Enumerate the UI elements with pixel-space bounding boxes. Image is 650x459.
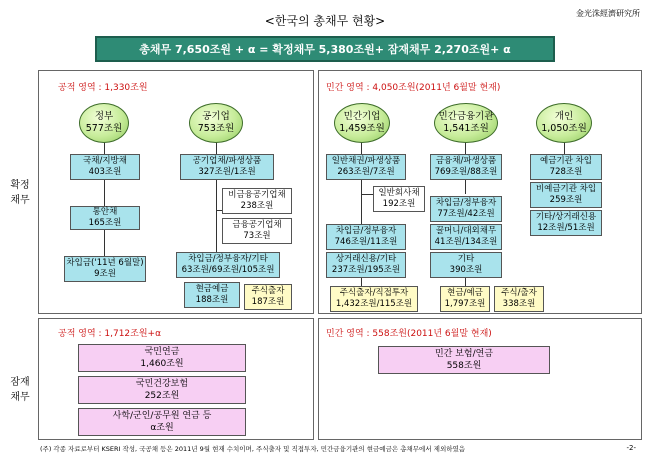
soe-box-nonfin-bonds: 비금융공기업채 238조원	[222, 188, 292, 214]
summary-banner: 총채무 7,650조원 + α = 확정채무 5,380조원+ 잠재채무 2,270조원+ α	[95, 36, 555, 62]
indiv-box-nondepository: 비예금기관 차입 259조원	[530, 182, 602, 208]
private-confirmed-label: 민간 영역 : 4,050조원(2011년 6월말 현재)	[326, 83, 501, 93]
connector	[465, 180, 466, 194]
fin-box-call-money: 꿀머니/대외채무 41조원/134조원	[430, 224, 502, 250]
gov-box-borrowing: 차입금('11년 6월말) 9조원	[64, 256, 146, 282]
private-indiv-oval: 개인 1,050조원	[536, 103, 592, 143]
fin-box-borrowing: 차입금/정부융자 77조원/42조원	[430, 196, 502, 222]
page-number: -2-	[626, 444, 636, 452]
private-corp-oval: 민간기업 1,459조원	[334, 103, 390, 143]
soe-box-equity: 주식출자 187조원	[244, 284, 292, 310]
pension-box: 국민연금 1,460조원	[78, 344, 246, 372]
row-label-confirmed: 확정 채무	[10, 180, 30, 206]
connector	[216, 180, 217, 252]
fin-box-equity: 주식/출자 338조원	[494, 286, 544, 312]
row-label-potential: 잠재 채무	[10, 377, 30, 403]
soe-box-bonds: 공기업채/파생상품 327조원/1조원	[180, 154, 274, 180]
brand-label: 金光洙經濟研究所	[576, 9, 640, 18]
soe-box-borrowing: 차입금/정부융자/기타 63조원/69조원/105조원	[176, 252, 280, 278]
connector	[104, 230, 105, 256]
indiv-box-depository: 예금기관 차입 728조원	[530, 154, 602, 180]
public-confirmed-label: 공적 영역 : 1,330조원	[58, 83, 148, 93]
fin-box-bonds: 금융채/파생상품 769조원/88조원	[430, 154, 502, 180]
connector	[361, 194, 373, 195]
corp-box-corp-bonds: 일반회사채 192조원	[373, 186, 425, 212]
health-insurance-box: 국민건강보험 252조원	[78, 376, 246, 404]
connector	[465, 278, 466, 286]
gov-box-msb: 통안채 165조원	[70, 206, 140, 230]
private-insurance-box: 민간 보험/연금 558조원	[378, 346, 550, 374]
connector	[564, 142, 565, 154]
private-potential-label: 민간 영역 : 558조원(2011년 6월말 현재)	[326, 329, 492, 339]
soe-box-fin-bonds: 금융공기업채 73조원	[222, 218, 292, 244]
corp-box-equity: 주식출자/직접투자 1,432조원/115조원	[330, 286, 418, 312]
gov-box-bonds: 국채/지방채 403조원	[70, 154, 140, 180]
fin-box-other: 기타 390조원	[430, 252, 502, 278]
corp-box-borrowing: 차입금/정부융자 746조원/11조원	[326, 224, 406, 250]
indiv-box-other: 기타/상거래신용 12조원/51조원	[530, 210, 602, 236]
connector	[104, 142, 105, 154]
soe-box-cash: 현금예금 188조원	[184, 282, 240, 308]
connector	[361, 180, 362, 224]
soe-oval: 공기업 753조원	[189, 103, 243, 143]
connector	[104, 180, 105, 206]
connector	[216, 142, 217, 154]
fin-box-cash: 현금/예금 1,797조원	[440, 286, 490, 312]
footnote: (주) 각종 자료로부터 KSERI 작성, 국공채 등은 2011년 9월 현재 수치이며, 주식출자 및 직접투자, 민간금융기관의 현금예금은 총채무에서 제외하였음	[40, 445, 466, 453]
corp-box-trade-credit: 상거래신용/기타 237조원/195조원	[326, 252, 406, 278]
gov-oval: 정부 577조원	[79, 103, 129, 143]
occupational-pension-box: 사학/군인/공무원 연금 등 α조원	[78, 408, 246, 436]
connector	[361, 142, 362, 154]
corp-box-bonds: 일반채권/파생상품 263조원/7조원	[326, 154, 406, 180]
private-fin-oval: 민간금융기관 1,541조원	[434, 103, 498, 143]
connector	[465, 142, 466, 154]
page-title: <한국의 총채무 현황>	[264, 14, 386, 28]
public-potential-label: 공적 영역 : 1,712조원+α	[58, 329, 162, 339]
